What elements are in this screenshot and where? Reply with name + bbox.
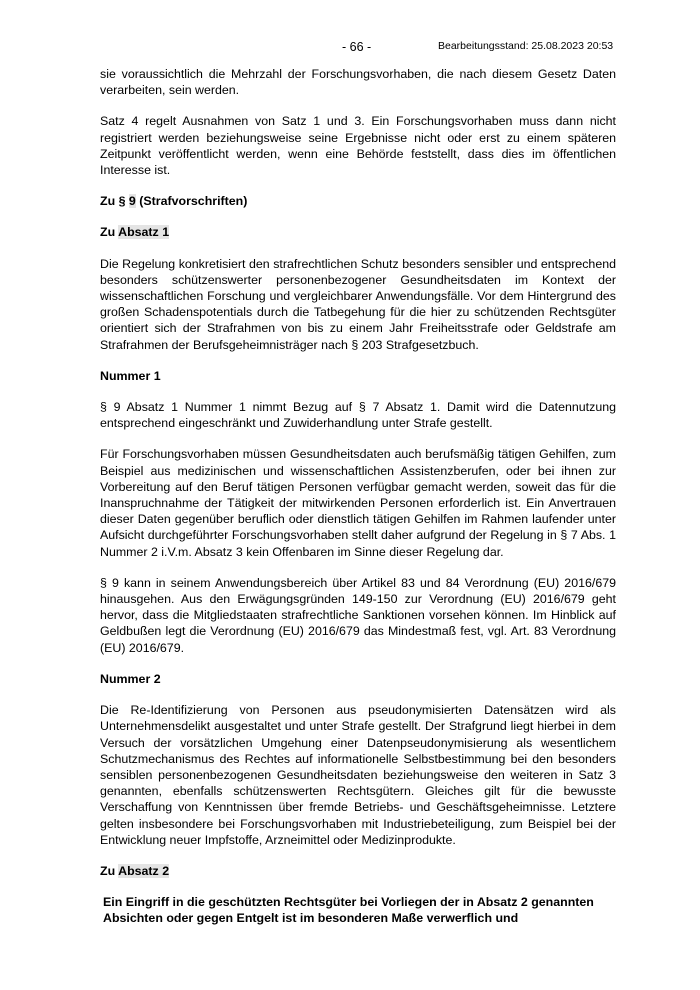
highlighted-reference: 9 [128, 194, 136, 209]
document-body [100, 66, 616, 942]
subsection-heading: Nummer 1 [100, 368, 161, 383]
heading-suffix: (Strafvorschriften) [135, 194, 248, 209]
subsection-heading: Nummer 2 [100, 671, 161, 686]
editing-status: Bearbeitungsstand: 25.08.2023 20:53 [438, 40, 614, 52]
heading-prefix: Zu [100, 863, 119, 878]
section-heading [100, 193, 616, 209]
paragraph: § 9 kann in seinem Anwendungsbereich über Artikel 83 und 84 Verordnung (EU) 2016/679 hinausgehen. Aus den Erwägungsgründen 149-150 zur Verordnung (EU) 2016/679 geht hervor, dass die Mitgliedstaaten strafrechtliche Sanktionen vorsehen können. Im Hinblick auf Geldbußen legt die Verordnung (EU) 2016/679 das Mindestmaß fest, vgl. Art. 83 Verordnung (EU) 2016/679. [100, 575, 616, 655]
heading-prefix: Zu § [100, 194, 129, 209]
paragraph: Satz 4 regelt Ausnahmen von Satz 1 und 3. Ein Forschungsvorhaben muss dann nicht registriert werden beziehungsweise seine Ergebnisse nicht oder erst zu einem späteren Zeitpunkt veröffentlicht werden, wenn eine Behörde feststellt, dass dies im öffentlichen Interesse ist. [100, 114, 616, 178]
subsection-heading [100, 863, 616, 879]
page-header [0, 40, 700, 56]
paragraph: sie voraussichtlich die Mehrzahl der Forschungsvorhaben, die nach diesem Gesetz Daten verarbeiten, sein werden. [100, 67, 616, 98]
paragraph: Die Re-Identifizierung von Personen aus pseudonymisierten Datensätzen wird als Unternehmensdelikt ausgestaltet und unter Strafe gestellt. Der Strafgrund liegt hierbei in dem Versuch der vorsätzlichen Umgehung einer Datenpseudonymisierung als wesentlichem Schutzmechanismus des Rechtes auf informationelle Selbstbestimmung bei den besonders sensiblen personenbezogenen Gesundheitsdaten beziehungsweise den weiteren in Satz 3 genannten, ebenfalls schützenswerten Rechtsgütern. Gleiches gilt für die bewusste Verschaffung von Kenntnissen über fremde Betriebs- und Geschäftsgeheimnisse. Letztere gelten insbesondere bei Forschungsvorhaben mit Industriebeteiligung, zum Beispiel bei der Entwicklung neuer Impfstoffe, Arzneimittel oder Medizinprodukte. [100, 703, 616, 847]
highlighted-reference: Absatz 2 [118, 863, 170, 878]
paragraph: Für Forschungsvorhaben müssen Gesundheitsdaten auch berufsmäßig tätigen Gehilfen, zum Beispiel aus medizinischen und wissenschaftlichen Assistenzberufen, oder bei ihnen zur Vorbereitung auf den Beruf tätigen Personen verfügbar gemacht werden, soweit das für die Inanspruchnahme der Tätigkeit der mitwirkenden Personen erforderlich ist. Ein Anvertrauen dieser Daten gegenüber beruflich oder dienstlich tätigen Gehilfen im Rahmen laufender unter Aufsicht durchgeführter Forschungsvorhaben stellt daher aufgrund der Regelung in § 7 Abs. 1 Nummer 2 i.V.m. Absatz 3 kein Offenbaren im Sinne dieser Regelung dar. [100, 447, 616, 559]
subsection-heading [100, 224, 616, 240]
page-number: - 66 - [342, 40, 372, 54]
highlighted-reference: Absatz 1 [118, 225, 170, 240]
bold-quote: Ein Eingriff in die geschützten Rechtsgüter bei Vorliegen der in Absatz 2 genannten Absichten oder gegen Entgelt ist im besonderen Maße verwerflich und [103, 895, 594, 926]
heading-prefix: Zu [100, 225, 119, 240]
paragraph: § 9 Absatz 1 Nummer 1 nimmt Bezug auf § 7 Absatz 1. Damit wird die Datennutzung entsprechend eingeschränkt und Zuwiderhandlung unter Strafe gestellt. [100, 400, 616, 431]
paragraph: Die Regelung konkretisiert den strafrechtlichen Schutz besonders sensibler und entsprechend besonders schützenswerter personenbezogener Gesundheitsdaten im Kontext der wissenschaftlichen Forschung und vergleichbarer Anwendungsfälle. Vor dem Hintergrund des großen Schadenspotentials durch die Tatbegehung für die hier zu schützenden Rechtsgüter orientiert sich der Strafrahmen von bis zu einem Jahr Freiheitsstrafe oder Geldstrafe am Strafrahmen der Berufsgeheimnisträger nach § 203 Strafgesetzbuch. [100, 256, 616, 352]
